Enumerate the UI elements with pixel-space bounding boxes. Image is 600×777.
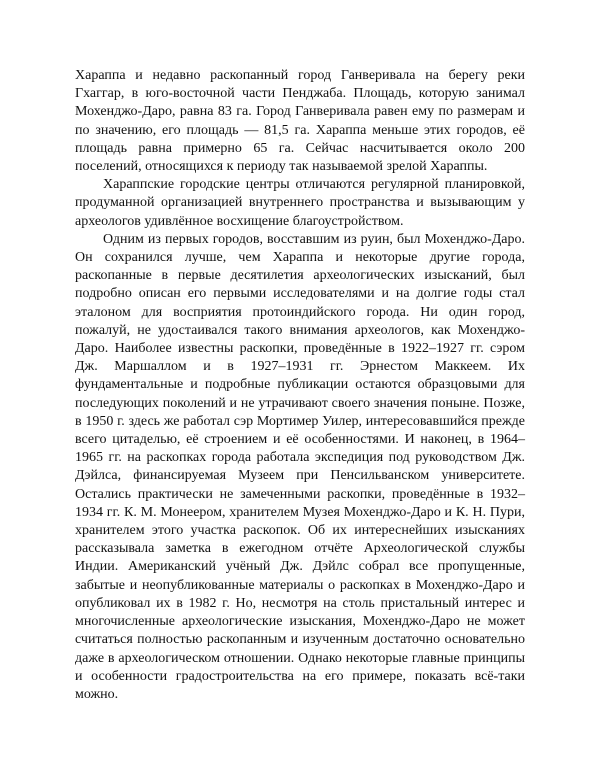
paragraph-1: Хараппа и недавно раскопанный город Ганверивала на берегу реки Гхаггар, в юго-восточной части Пенджаба. Площадь, которую занимал Мохенджо-Даро, равна 83 га. Город Ганверивала равен ему по размерам и по значению, его площадь — 81,5 га. Хараппа меньше этих городов, её площадь равна примерно 65 га. Сейчас насчитывается около 200 поселений, относящихся к периоду так называемой зрелой Хараппы. [75, 68, 525, 175]
paragraph-3: Одним из первых городов, восставшим из руин, был Мохенджо-Даро. Он сохранился лучше, чем Хараппа и некоторые другие города, раскопанные в первые десятилетия археологических изысканий, был подробно описан его первыми исследователями и на долгие годы стал эталоном для восприятия протоиндийского города. Ни один город, пожалуй, не удостаивался такого внимания археологов, как Мохенджо-Даро. Наиболее известны раскопки, проведённые в 1922–1927 гг. сэром Дж. Маршаллом и в 1927–1931 гг. Эрнестом Маккеем. Их фундаментальные и подробные публикации остаются образцовыми для последующих поколений и не утрачивают своего значения поныне. Позже, в 1950 г. здесь же работал сэр Мортимер Уилер, интересовавшийся прежде всего цитаделью, её строением и её особенностями. И наконец, в 1964–1965 гг. на раскопках города работала экспедиция под руководством Дж. Дэйлса, финансируемая Музеем при Пенсильванском университете. Остались практически не замеченными раскопки, проведённые в 1932–1934 гг. К. М. Монеером, хранителем Музея Мохенджо-Даро и К. Н. Пури, хранителем этого участка раскопок. Об их интереснейших изысканиях рассказывала заметка в ежегодном отчёте Археологической службы Индии. Американский учёный Дж. Дэйлс собрал все пропущенные, забытые и неопубликованные материалы о раскопках в Мохенджо-Даро и опубликовал их в 1982 г. Но, несмотря на столь пристальный интерес и многочисленные археологические изыскания, Мохенджо-Даро не может считаться полностью раскопанным и изученным достаточно основательно даже в археологическом отношении. Однако некоторые главные принципы и особенности градостроительства на его примере, показать всё-таки можно. [75, 231, 525, 702]
document-page [75, 67, 525, 704]
paragraph-2: Хараппские городские центры отличаются регулярной планировкой, продуманной организацией внутреннего пространства и вызывающим у археологов удивлённое восхищение благоустройством. [75, 177, 525, 229]
